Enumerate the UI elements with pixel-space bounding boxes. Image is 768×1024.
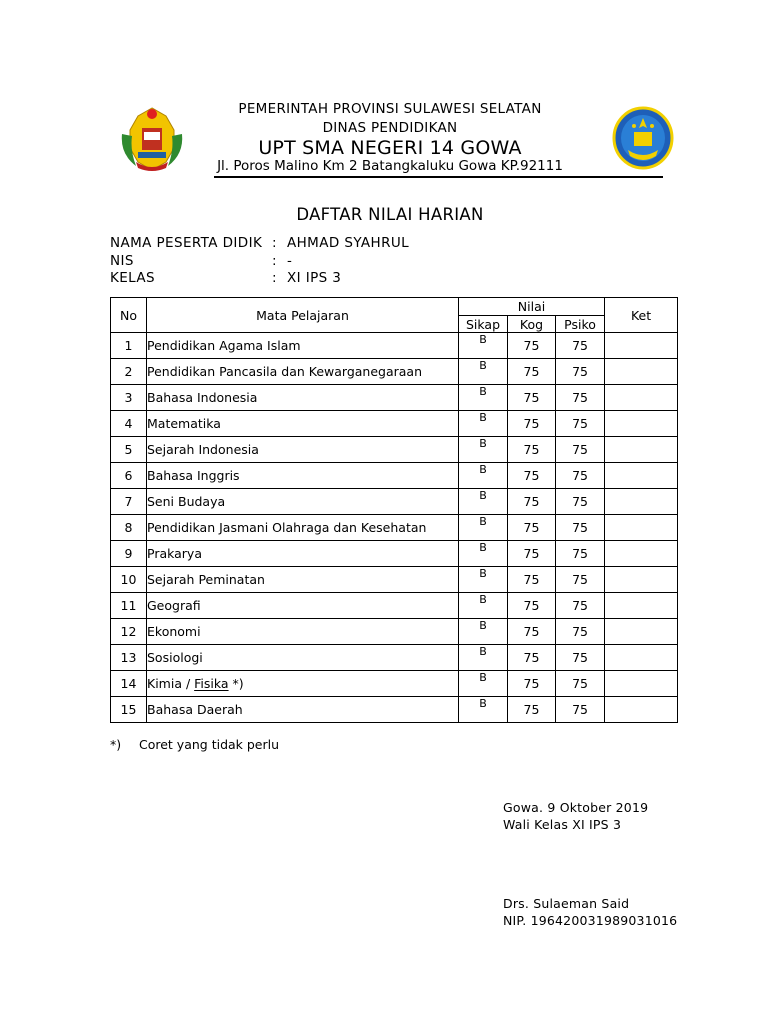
kog-score: 75 — [508, 593, 556, 619]
kog-score: 75 — [508, 463, 556, 489]
psiko-score: 75 — [556, 437, 605, 463]
department-header: DINAS PENDIDIKAN — [322, 120, 458, 136]
sikap-grade: B — [459, 671, 508, 697]
ket-cell — [605, 697, 678, 723]
subject-name: Matematika — [147, 411, 459, 437]
row-number: 3 — [111, 385, 147, 411]
ket-cell — [605, 437, 678, 463]
sikap-grade: B — [459, 359, 508, 385]
psiko-score: 75 — [556, 697, 605, 723]
header-nilai: Nilai — [459, 298, 605, 316]
header-ket: Ket — [605, 298, 678, 333]
nis-value: - — [287, 253, 293, 269]
ket-cell — [605, 359, 678, 385]
sikap-grade: B — [459, 489, 508, 515]
separator: : — [272, 270, 277, 286]
table-row — [111, 671, 678, 697]
kog-score: 75 — [508, 619, 556, 645]
sikap-grade: B — [459, 593, 508, 619]
student-name-value: AHMAD SYAHRUL — [287, 235, 410, 251]
sikap-grade: B — [459, 437, 508, 463]
psiko-score: 75 — [556, 463, 605, 489]
row-number: 15 — [111, 697, 147, 723]
table-row — [111, 359, 678, 385]
psiko-score: 75 — [556, 515, 605, 541]
ket-cell — [605, 489, 678, 515]
subject-name: Bahasa Daerah — [147, 697, 459, 723]
table-row — [111, 645, 678, 671]
class-value: XI IPS 3 — [287, 270, 342, 286]
sikap-grade: B — [459, 515, 508, 541]
government-header: PEMERINTAH PROVINSI SULAWESI SELATAN — [238, 101, 542, 117]
table-row — [111, 541, 678, 567]
psiko-score: 75 — [556, 671, 605, 697]
subject-name: Ekonomi — [147, 619, 459, 645]
ket-cell — [605, 411, 678, 437]
row-number: 12 — [111, 619, 147, 645]
psiko-score: 75 — [556, 645, 605, 671]
psiko-score: 75 — [556, 619, 605, 645]
sikap-grade: B — [459, 645, 508, 671]
table-row — [111, 515, 678, 541]
header-no: No — [111, 298, 147, 333]
footnote-text: Coret yang tidak perlu — [139, 737, 280, 752]
provincial-emblem-logo — [116, 104, 188, 174]
subject-name: Geografi — [147, 593, 459, 619]
subject-name: Bahasa Indonesia — [147, 385, 459, 411]
row-number: 13 — [111, 645, 147, 671]
psiko-score: 75 — [556, 593, 605, 619]
kog-score: 75 — [508, 671, 556, 697]
row-number: 5 — [111, 437, 147, 463]
kog-score: 75 — [508, 411, 556, 437]
subject-name: Sejarah Indonesia — [147, 437, 459, 463]
ket-cell — [605, 593, 678, 619]
subject-name: Pendidikan Agama Islam — [147, 333, 459, 359]
psiko-score: 75 — [556, 385, 605, 411]
table-row — [111, 411, 678, 437]
row-number: 7 — [111, 489, 147, 515]
nis-label: NIS — [110, 253, 134, 269]
separator: : — [272, 235, 277, 251]
signatory-nip: NIP. 196420031989031016 — [503, 913, 678, 928]
ket-cell — [605, 385, 678, 411]
signature-place-date: Gowa. 9 Oktober 2019 — [503, 800, 649, 815]
sikap-grade: B — [459, 333, 508, 359]
letterhead-divider — [214, 176, 663, 178]
signature-role: Wali Kelas XI IPS 3 — [503, 817, 622, 832]
subject-name: Seni Budaya — [147, 489, 459, 515]
kog-score: 75 — [508, 359, 556, 385]
signatory-name: Drs. Sulaeman Said — [503, 896, 630, 911]
sikap-grade: B — [459, 567, 508, 593]
row-number: 8 — [111, 515, 147, 541]
sikap-grade: B — [459, 619, 508, 645]
ket-cell — [605, 333, 678, 359]
header-sikap: Sikap — [459, 316, 508, 333]
kog-score: 75 — [508, 645, 556, 671]
row-number: 14 — [111, 671, 147, 697]
ket-cell — [605, 645, 678, 671]
kog-score: 75 — [508, 541, 556, 567]
sikap-grade: B — [459, 385, 508, 411]
row-number: 1 — [111, 333, 147, 359]
row-number: 2 — [111, 359, 147, 385]
kog-score: 75 — [508, 437, 556, 463]
subject-name — [147, 671, 459, 697]
school-name: UPT SMA NEGERI 14 GOWA — [258, 137, 522, 159]
ket-cell — [605, 619, 678, 645]
psiko-score: 75 — [556, 541, 605, 567]
separator: : — [272, 253, 277, 269]
ket-cell — [605, 515, 678, 541]
class-label: KELAS — [110, 270, 156, 286]
subject-name: Prakarya — [147, 541, 459, 567]
subject-name: Sejarah Peminatan — [147, 567, 459, 593]
table-row — [111, 697, 678, 723]
table-row — [111, 489, 678, 515]
row-number: 4 — [111, 411, 147, 437]
row-number: 9 — [111, 541, 147, 567]
sikap-grade: B — [459, 697, 508, 723]
table-row — [111, 619, 678, 645]
header-subject: Mata Pelajaran — [147, 298, 459, 333]
row-number: 10 — [111, 567, 147, 593]
table-row — [111, 385, 678, 411]
psiko-score: 75 — [556, 333, 605, 359]
header-psiko: Psiko — [556, 316, 605, 333]
psiko-score: 75 — [556, 567, 605, 593]
table-row — [111, 333, 678, 359]
sikap-grade: B — [459, 411, 508, 437]
subject-name: Bahasa Inggris — [147, 463, 459, 489]
sikap-grade: B — [459, 463, 508, 489]
subject-name: Sosiologi — [147, 645, 459, 671]
school-address: Jl. Poros Malino Km 2 Batangkaluku Gowa KP.92111 — [217, 158, 563, 174]
row-number: 6 — [111, 463, 147, 489]
kog-score: 75 — [508, 697, 556, 723]
psiko-score: 75 — [556, 489, 605, 515]
document-title: DAFTAR NILAI HARIAN — [296, 205, 484, 224]
regency-emblem-logo — [612, 106, 674, 170]
kog-score: 75 — [508, 333, 556, 359]
ket-cell — [605, 671, 678, 697]
subject-name: Pendidikan Jasmani Olahraga dan Kesehatan — [147, 515, 459, 541]
grades-table — [110, 297, 678, 723]
table-row — [111, 593, 678, 619]
ket-cell — [605, 567, 678, 593]
row-number: 11 — [111, 593, 147, 619]
subject-footnote-mark: *) — [228, 676, 244, 691]
psiko-score: 75 — [556, 359, 605, 385]
subject-name: Pendidikan Pancasila dan Kewarganegaraan — [147, 359, 459, 385]
header-kog: Kog — [508, 316, 556, 333]
ket-cell — [605, 541, 678, 567]
kog-score: 75 — [508, 567, 556, 593]
table-row — [111, 567, 678, 593]
table-row — [111, 437, 678, 463]
subject-part-kimia: Kimia / — [147, 676, 195, 691]
subject-part-fisika: Fisika — [194, 676, 229, 691]
psiko-score: 75 — [556, 411, 605, 437]
footnote-mark: *) — [110, 737, 122, 752]
table-row — [111, 463, 678, 489]
student-name-label: NAMA PESERTA DIDIK — [110, 235, 263, 251]
ket-cell — [605, 463, 678, 489]
kog-score: 75 — [508, 385, 556, 411]
sikap-grade: B — [459, 541, 508, 567]
kog-score: 75 — [508, 489, 556, 515]
kog-score: 75 — [508, 515, 556, 541]
